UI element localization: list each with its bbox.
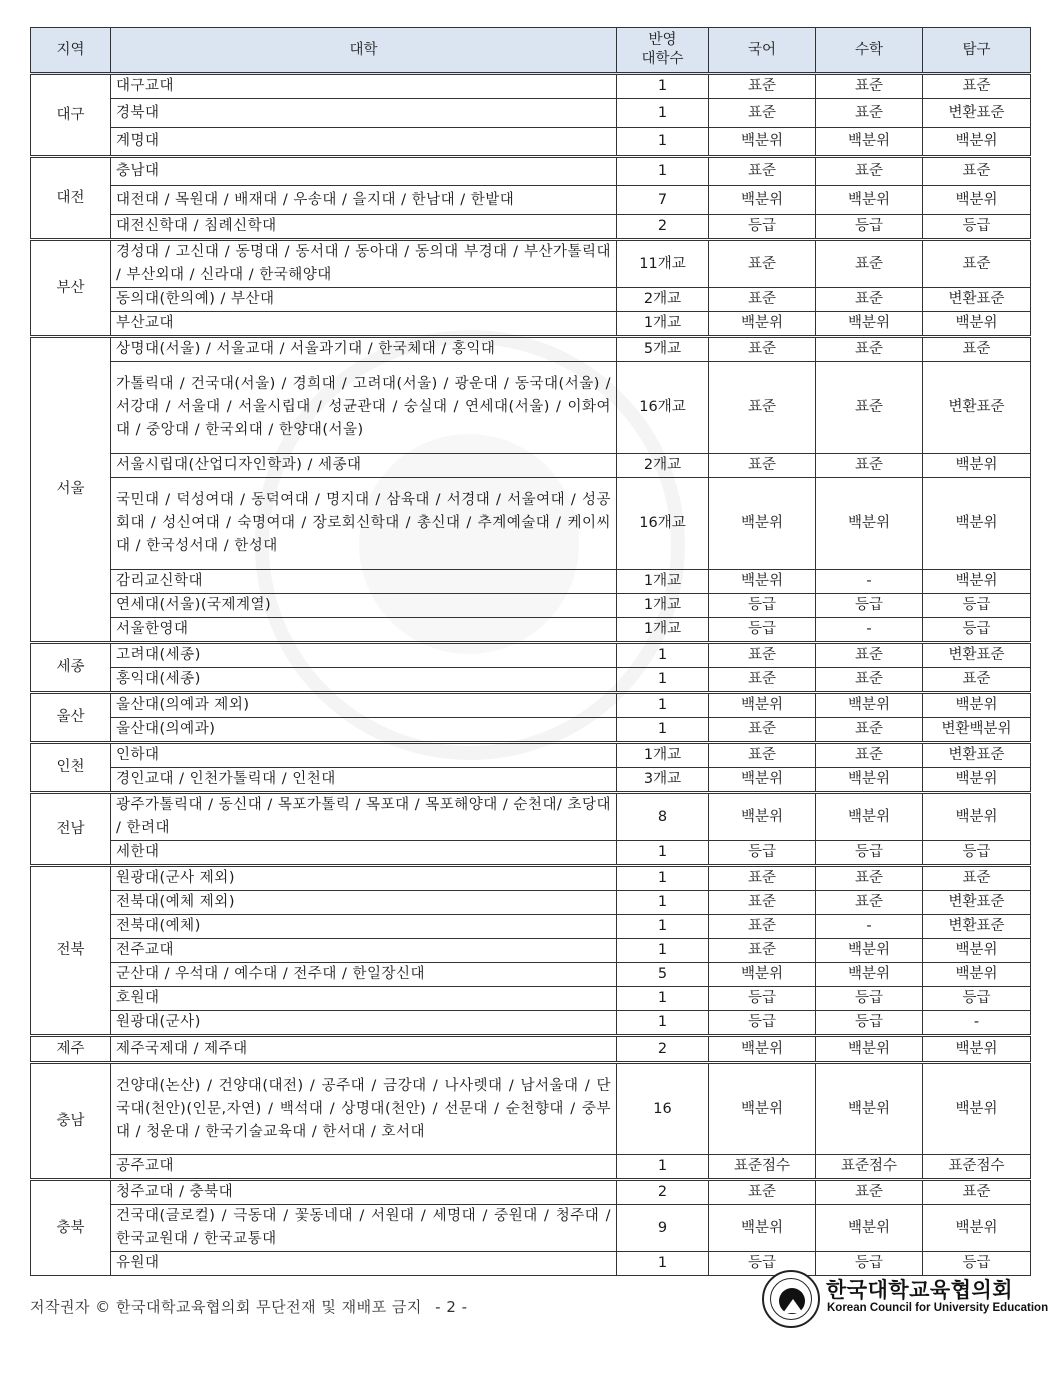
university-cell: 울산대(의예과) xyxy=(111,718,617,743)
table-row xyxy=(31,594,1031,618)
region-cell: 대전 xyxy=(31,157,111,240)
korean-cell: 백분위 xyxy=(709,1063,816,1155)
count-cell: 1 xyxy=(617,668,709,693)
score-reflection-table xyxy=(30,27,1031,1276)
inquiry-cell: 백분위 xyxy=(923,939,1031,963)
count-cell: 1 xyxy=(617,841,709,866)
inquiry-cell: 백분위 xyxy=(923,1036,1031,1063)
inquiry-cell: 백분위 xyxy=(923,478,1031,570)
university-cell: 감리교신학대 xyxy=(111,570,617,594)
korean-cell: 표준 xyxy=(709,866,816,891)
org-seal-icon xyxy=(762,1270,820,1328)
university-cell: 인하대 xyxy=(111,743,617,768)
inquiry-cell: 표준 xyxy=(923,668,1031,693)
table-row xyxy=(31,1063,1031,1155)
inquiry-cell: 변환표준 xyxy=(923,99,1031,128)
korean-cell: 표준 xyxy=(709,1180,816,1205)
inquiry-cell: 백분위 xyxy=(923,570,1031,594)
region-cell: 세종 xyxy=(31,643,111,693)
count-cell: 1 xyxy=(617,1011,709,1036)
header-count-label: 반영 대학수 xyxy=(641,32,684,67)
inquiry-cell: 표준 xyxy=(923,337,1031,362)
region-cell: 제주 xyxy=(31,1036,111,1063)
count-cell: 1개교 xyxy=(617,618,709,643)
university-cell: 부산교대 xyxy=(111,312,617,337)
university-cell: 서울한영대 xyxy=(111,618,617,643)
count-cell: 11개교 xyxy=(617,240,709,288)
university-cell: 호원대 xyxy=(111,987,617,1011)
inquiry-cell: 표준 xyxy=(923,866,1031,891)
university-cell: 홍익대(세종) xyxy=(111,668,617,693)
university-cell: 원광대(군사 제외) xyxy=(111,866,617,891)
math-cell: 백분위 xyxy=(816,1205,923,1252)
korean-cell: 표준 xyxy=(709,718,816,743)
korean-cell: 표준 xyxy=(709,288,816,312)
university-cell: 대전신학대 / 침례신학대 xyxy=(111,215,617,240)
math-cell: 표준 xyxy=(816,1180,923,1205)
count-cell: 2개교 xyxy=(617,454,709,478)
inquiry-cell: 백분위 xyxy=(923,128,1031,157)
korean-cell: 표준 xyxy=(709,743,816,768)
inquiry-cell: 등급 xyxy=(923,215,1031,240)
korean-cell: 백분위 xyxy=(709,570,816,594)
count-cell: 1 xyxy=(617,915,709,939)
math-cell: 표준점수 xyxy=(816,1155,923,1180)
math-cell: 백분위 xyxy=(816,1036,923,1063)
table-row xyxy=(31,312,1031,337)
header-count xyxy=(617,28,709,74)
inquiry-cell: 표준 xyxy=(923,157,1031,186)
table-row xyxy=(31,841,1031,866)
university-cell: 군산대 / 우석대 / 예수대 / 전주대 / 한일장신대 xyxy=(111,963,617,987)
university-cell: 건국대(글로컬) / 극동대 / 꽃동네대 / 서원대 / 세명대 / 중원대 / 청주대 / 한국교원대 / 한국교통대 xyxy=(111,1205,617,1252)
header-inquiry: 탐구 xyxy=(923,28,1031,74)
inquiry-cell: 백분위 xyxy=(923,693,1031,718)
math-cell: 표준 xyxy=(816,668,923,693)
university-cell: 경인교대 / 인천가톨릭대 / 인천대 xyxy=(111,768,617,793)
count-cell: 1 xyxy=(617,939,709,963)
header-math: 수학 xyxy=(816,28,923,74)
count-cell: 1 xyxy=(617,693,709,718)
korean-cell: 등급 xyxy=(709,1252,816,1276)
copyright-text: 저작권자 © 한국대학교육협의회 무단전재 및 재배포 금지 xyxy=(30,1298,422,1316)
korean-cell: 표준 xyxy=(709,74,816,99)
math-cell: 표준 xyxy=(816,288,923,312)
university-cell: 계명대 xyxy=(111,128,617,157)
region-cell: 울산 xyxy=(31,693,111,743)
university-cell: 전주교대 xyxy=(111,939,617,963)
math-cell: 백분위 xyxy=(816,939,923,963)
math-cell: 백분위 xyxy=(816,768,923,793)
inquiry-cell: 등급 xyxy=(923,594,1031,618)
university-cell: 청주교대 / 충북대 xyxy=(111,1180,617,1205)
inquiry-cell: 변환백분위 xyxy=(923,718,1031,743)
table-header-row xyxy=(31,28,1031,74)
math-cell: 표준 xyxy=(816,157,923,186)
table-row xyxy=(31,570,1031,594)
math-cell: 표준 xyxy=(816,866,923,891)
count-cell: 1 xyxy=(617,866,709,891)
math-cell: 등급 xyxy=(816,841,923,866)
university-cell: 경북대 xyxy=(111,99,617,128)
inquiry-cell: 백분위 xyxy=(923,768,1031,793)
table-row xyxy=(31,240,1031,288)
math-cell: 등급 xyxy=(816,215,923,240)
count-cell: 1 xyxy=(617,643,709,668)
region-cell: 전북 xyxy=(31,866,111,1036)
korean-cell: 백분위 xyxy=(709,186,816,215)
count-cell: 1개교 xyxy=(617,743,709,768)
count-cell: 5 xyxy=(617,963,709,987)
math-cell: 등급 xyxy=(816,1011,923,1036)
count-cell: 1 xyxy=(617,157,709,186)
university-cell: 고려대(세종) xyxy=(111,643,617,668)
table-row xyxy=(31,337,1031,362)
table-row xyxy=(31,128,1031,157)
math-cell: 백분위 xyxy=(816,1063,923,1155)
korean-cell: 등급 xyxy=(709,987,816,1011)
korean-cell: 등급 xyxy=(709,841,816,866)
korean-cell: 표준 xyxy=(709,337,816,362)
korean-cell: 등급 xyxy=(709,594,816,618)
inquiry-cell: 백분위 xyxy=(923,963,1031,987)
org-name-korean: 한국대학교육협의회 xyxy=(826,1278,1014,1302)
korean-cell: 표준점수 xyxy=(709,1155,816,1180)
count-cell: 1 xyxy=(617,891,709,915)
math-cell: 등급 xyxy=(816,1252,923,1276)
table-row xyxy=(31,643,1031,668)
korean-cell: 백분위 xyxy=(709,768,816,793)
inquiry-cell: 변환표준 xyxy=(923,643,1031,668)
inquiry-cell: - xyxy=(923,1011,1031,1036)
inquiry-cell: 백분위 xyxy=(923,1205,1031,1252)
korean-cell: 등급 xyxy=(709,618,816,643)
count-cell: 3개교 xyxy=(617,768,709,793)
university-cell: 울산대(의예과 제외) xyxy=(111,693,617,718)
math-cell: 표준 xyxy=(816,240,923,288)
region-cell: 인천 xyxy=(31,743,111,793)
math-cell: 표준 xyxy=(816,718,923,743)
region-cell: 서울 xyxy=(31,337,111,643)
inquiry-cell: 등급 xyxy=(923,618,1031,643)
count-cell: 1 xyxy=(617,1252,709,1276)
math-cell: 표준 xyxy=(816,743,923,768)
university-cell: 충남대 xyxy=(111,157,617,186)
inquiry-cell: 등급 xyxy=(923,1252,1031,1276)
university-cell: 상명대(서울) / 서울교대 / 서울과기대 / 한국체대 / 홍익대 xyxy=(111,337,617,362)
university-cell: 대전대 / 목원대 / 배재대 / 우송대 / 을지대 / 한남대 / 한밭대 xyxy=(111,186,617,215)
region-cell: 충남 xyxy=(31,1063,111,1180)
university-cell: 건양대(논산) / 건양대(대전) / 공주대 / 금강대 / 나사렛대 / 남서울대 / 단국대(천안)(인문,자연) / 백석대 / 상명대(천안) / 선문대 / 순천향대 / 중부대 / 청운대 / 한국기술교육대 / 한서대 / 호서대 xyxy=(111,1063,617,1155)
table-row xyxy=(31,939,1031,963)
korean-cell: 등급 xyxy=(709,1011,816,1036)
count-cell: 1 xyxy=(617,718,709,743)
header-university: 대학 xyxy=(111,28,617,74)
count-cell: 2개교 xyxy=(617,288,709,312)
table-row xyxy=(31,157,1031,186)
math-cell: 백분위 xyxy=(816,963,923,987)
count-cell: 1 xyxy=(617,1155,709,1180)
count-cell: 1 xyxy=(617,74,709,99)
math-cell: 표준 xyxy=(816,454,923,478)
university-cell: 광주가톨릭대 / 동신대 / 목포가톨릭 / 목포대 / 목포해양대 / 순천대/ 초당대 / 한려대 xyxy=(111,793,617,841)
count-cell: 2 xyxy=(617,215,709,240)
math-cell: 표준 xyxy=(816,337,923,362)
table-row xyxy=(31,618,1031,643)
table-row xyxy=(31,288,1031,312)
math-cell: 등급 xyxy=(816,594,923,618)
inquiry-cell: 표준점수 xyxy=(923,1155,1031,1180)
table-row xyxy=(31,1036,1031,1063)
table-row xyxy=(31,454,1031,478)
region-cell: 대구 xyxy=(31,74,111,157)
math-cell: 표준 xyxy=(816,362,923,454)
inquiry-cell: 등급 xyxy=(923,841,1031,866)
count-cell: 9 xyxy=(617,1205,709,1252)
table-row xyxy=(31,743,1031,768)
count-cell: 1 xyxy=(617,128,709,157)
count-cell: 1 xyxy=(617,99,709,128)
math-cell: 백분위 xyxy=(816,693,923,718)
count-cell: 8 xyxy=(617,793,709,841)
region-cell: 부산 xyxy=(31,240,111,337)
inquiry-cell: 변환표준 xyxy=(923,362,1031,454)
region-cell: 충북 xyxy=(31,1180,111,1276)
table-row xyxy=(31,362,1031,454)
table-row xyxy=(31,1011,1031,1036)
math-cell: 표준 xyxy=(816,74,923,99)
university-cell: 제주국제대 / 제주대 xyxy=(111,1036,617,1063)
count-cell: 1개교 xyxy=(617,594,709,618)
header-korean: 국어 xyxy=(709,28,816,74)
table-row xyxy=(31,1180,1031,1205)
korean-cell: 등급 xyxy=(709,215,816,240)
org-name-english: Korean Council for University Education xyxy=(827,1302,1049,1314)
inquiry-cell: 백분위 xyxy=(923,793,1031,841)
korean-cell: 표준 xyxy=(709,454,816,478)
table-row xyxy=(31,668,1031,693)
inquiry-cell: 표준 xyxy=(923,74,1031,99)
korean-cell: 백분위 xyxy=(709,693,816,718)
table-row xyxy=(31,1155,1031,1180)
korean-cell: 백분위 xyxy=(709,1036,816,1063)
math-cell: - xyxy=(816,618,923,643)
table-row xyxy=(31,186,1031,215)
korean-cell: 표준 xyxy=(709,643,816,668)
korean-cell: 백분위 xyxy=(709,478,816,570)
university-cell: 공주교대 xyxy=(111,1155,617,1180)
math-cell: 표준 xyxy=(816,891,923,915)
korean-cell: 백분위 xyxy=(709,963,816,987)
math-cell: 백분위 xyxy=(816,312,923,337)
korean-cell: 표준 xyxy=(709,240,816,288)
table-row xyxy=(31,987,1031,1011)
count-cell: 5개교 xyxy=(617,337,709,362)
korean-cell: 표준 xyxy=(709,157,816,186)
university-cell: 동의대(한의예) / 부산대 xyxy=(111,288,617,312)
inquiry-cell: 백분위 xyxy=(923,186,1031,215)
university-cell: 전북대(예체 제외) xyxy=(111,891,617,915)
region-cell: 전남 xyxy=(31,793,111,866)
korean-cell: 백분위 xyxy=(709,128,816,157)
korean-cell: 표준 xyxy=(709,362,816,454)
count-cell: 16개교 xyxy=(617,478,709,570)
university-cell: 서울시립대(산업디자인학과) / 세종대 xyxy=(111,454,617,478)
page-number: - 2 - xyxy=(435,1298,468,1316)
header-region: 지역 xyxy=(31,28,111,74)
university-cell: 대구교대 xyxy=(111,74,617,99)
math-cell: 등급 xyxy=(816,987,923,1011)
korean-cell: 표준 xyxy=(709,939,816,963)
table-row xyxy=(31,215,1031,240)
count-cell: 1 xyxy=(617,987,709,1011)
count-cell: 16개교 xyxy=(617,362,709,454)
inquiry-cell: 등급 xyxy=(923,987,1031,1011)
table-row xyxy=(31,718,1031,743)
university-cell: 연세대(서울)(국제계열) xyxy=(111,594,617,618)
university-cell: 전북대(예체) xyxy=(111,915,617,939)
math-cell: 백분위 xyxy=(816,478,923,570)
inquiry-cell: 표준 xyxy=(923,240,1031,288)
count-cell: 1개교 xyxy=(617,570,709,594)
inquiry-cell: 표준 xyxy=(923,1180,1031,1205)
count-cell: 16 xyxy=(617,1063,709,1155)
university-cell: 경성대 / 고신대 / 동명대 / 동서대 / 동아대 / 동의대 부경대 / 부산가톨릭대 / 부산외대 / 신라대 / 한국해양대 xyxy=(111,240,617,288)
korean-cell: 표준 xyxy=(709,891,816,915)
korean-cell: 표준 xyxy=(709,668,816,693)
inquiry-cell: 변환표준 xyxy=(923,891,1031,915)
university-cell: 유원대 xyxy=(111,1252,617,1276)
university-cell: 국민대 / 덕성여대 / 동덕여대 / 명지대 / 삼육대 / 서경대 / 서울여대 / 성공회대 / 성신여대 / 숙명여대 / 장로회신학대 / 총신대 / 추계예술대 / 케이씨대 / 한국성서대 / 한성대 xyxy=(111,478,617,570)
inquiry-cell: 백분위 xyxy=(923,1063,1031,1155)
table-row xyxy=(31,99,1031,128)
inquiry-cell: 변환표준 xyxy=(923,288,1031,312)
table-row xyxy=(31,915,1031,939)
inquiry-cell: 변환표준 xyxy=(923,915,1031,939)
count-cell: 2 xyxy=(617,1036,709,1063)
korean-cell: 표준 xyxy=(709,915,816,939)
university-cell: 세한대 xyxy=(111,841,617,866)
inquiry-cell: 변환표준 xyxy=(923,743,1031,768)
inquiry-cell: 백분위 xyxy=(923,454,1031,478)
table-row xyxy=(31,693,1031,718)
count-cell: 7 xyxy=(617,186,709,215)
math-cell: 표준 xyxy=(816,643,923,668)
footer-copyright xyxy=(30,1296,468,1317)
korean-cell: 백분위 xyxy=(709,1205,816,1252)
table-row xyxy=(31,963,1031,987)
math-cell: 백분위 xyxy=(816,793,923,841)
table-row xyxy=(31,866,1031,891)
count-cell: 2 xyxy=(617,1180,709,1205)
math-cell: 백분위 xyxy=(816,186,923,215)
table-row xyxy=(31,478,1031,570)
math-cell: - xyxy=(816,915,923,939)
inquiry-cell: 백분위 xyxy=(923,312,1031,337)
korean-cell: 백분위 xyxy=(709,793,816,841)
math-cell: 표준 xyxy=(816,99,923,128)
university-cell: 가톨릭대 / 건국대(서울) / 경희대 / 고려대(서울) / 광운대 / 동국대(서울) / 서강대 / 서울대 / 서울시립대 / 성균관대 / 숭실대 / 연세대(서울) / 이화여대 / 중앙대 / 한국외대 / 한양대(서울) xyxy=(111,362,617,454)
count-cell: 1개교 xyxy=(617,312,709,337)
table-row xyxy=(31,1205,1031,1252)
table-row xyxy=(31,793,1031,841)
korean-cell: 백분위 xyxy=(709,312,816,337)
math-cell: 백분위 xyxy=(816,128,923,157)
math-cell: - xyxy=(816,570,923,594)
table-row xyxy=(31,74,1031,99)
korean-cell: 표준 xyxy=(709,99,816,128)
org-logo xyxy=(762,1270,1049,1334)
table-row xyxy=(31,768,1031,793)
university-cell: 원광대(군사) xyxy=(111,1011,617,1036)
table-row xyxy=(31,891,1031,915)
